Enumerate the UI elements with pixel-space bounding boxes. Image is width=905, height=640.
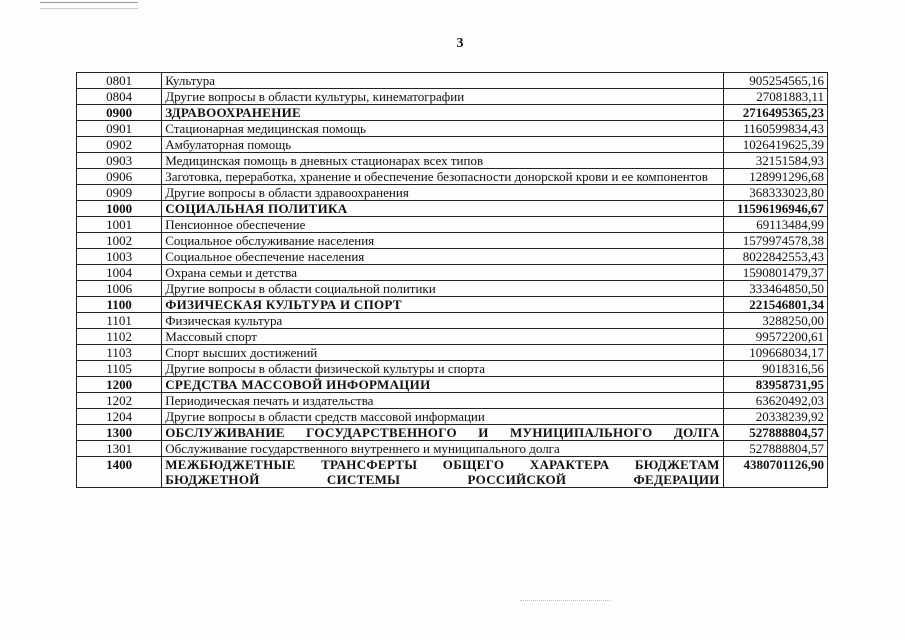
row-code: 1105 — [77, 361, 162, 377]
row-amount: 2716495365,23 — [723, 105, 827, 121]
table-row — [77, 233, 828, 249]
table-row — [77, 217, 828, 233]
row-code: 0902 — [77, 137, 162, 153]
row-code: 1006 — [77, 281, 162, 297]
row-amount: 8022842553,43 — [723, 249, 827, 265]
section-row — [77, 457, 828, 488]
scan-artifact-line — [40, 2, 138, 3]
table-row — [77, 249, 828, 265]
row-amount: 32151584,93 — [723, 153, 827, 169]
table-row — [77, 393, 828, 409]
row-amount: 221546801,34 — [723, 297, 827, 313]
table-row — [77, 137, 828, 153]
row-amount: 99572200,61 — [723, 329, 827, 345]
row-amount: 333464850,50 — [723, 281, 827, 297]
row-name: Другие вопросы в области культуры, кинематографии — [162, 89, 723, 105]
row-code: 0903 — [77, 153, 162, 169]
row-name: Медицинская помощь в дневных стационарах всех типов — [162, 153, 723, 169]
table-row — [77, 265, 828, 281]
section-row — [77, 377, 828, 393]
table-row — [77, 121, 828, 137]
row-code: 0801 — [77, 73, 162, 89]
row-code: 0906 — [77, 169, 162, 185]
table-row — [77, 329, 828, 345]
row-code: 0909 — [77, 185, 162, 201]
row-name: Социальное обслуживание населения — [162, 233, 723, 249]
row-amount: 1579974578,38 — [723, 233, 827, 249]
row-amount: 527888804,57 — [723, 425, 827, 441]
row-code: 1001 — [77, 217, 162, 233]
budget-table-body — [77, 73, 828, 488]
row-name: Другие вопросы в области здравоохранения — [162, 185, 723, 201]
row-amount: 69113484,99 — [723, 217, 827, 233]
row-name: Другие вопросы в области социальной политики — [162, 281, 723, 297]
row-code: 1100 — [77, 297, 162, 313]
row-amount: 1160599834,43 — [723, 121, 827, 137]
table-row — [77, 169, 828, 185]
row-amount: 3288250,00 — [723, 313, 827, 329]
row-amount: 9018316,56 — [723, 361, 827, 377]
row-name: ЗДРАВООХРАНЕНИЕ — [162, 105, 723, 121]
scan-artifact-dots — [520, 600, 610, 602]
row-amount: 128991296,68 — [723, 169, 827, 185]
row-amount: 527888804,57 — [723, 441, 827, 457]
row-name: Другие вопросы в области средств массовой информации — [162, 409, 723, 425]
table-row — [77, 361, 828, 377]
table-row — [77, 153, 828, 169]
table-row — [77, 185, 828, 201]
row-amount: 63620492,03 — [723, 393, 827, 409]
row-name: МЕЖБЮДЖЕТНЫЕ ТРАНСФЕРТЫ ОБЩЕГО ХАРАКТЕРА БЮДЖЕТАМ БЮДЖЕТНОЙ СИСТЕМЫ РОССИЙСКОЙ ФЕДЕРАЦИИ — [162, 457, 723, 488]
row-amount: 109668034,17 — [723, 345, 827, 361]
row-amount: 83958731,95 — [723, 377, 827, 393]
row-name: Спорт высших достижений — [162, 345, 723, 361]
table-row — [77, 313, 828, 329]
row-name: Стационарная медицинская помощь — [162, 121, 723, 137]
row-name: Социальное обеспечение населения — [162, 249, 723, 265]
row-amount: 11596196946,67 — [723, 201, 827, 217]
row-name: Другие вопросы в области физической культуры и спорта — [162, 361, 723, 377]
budget-table — [76, 72, 828, 488]
row-code: 1400 — [77, 457, 162, 488]
row-code: 1200 — [77, 377, 162, 393]
row-code: 1002 — [77, 233, 162, 249]
row-name: Пенсионное обеспечение — [162, 217, 723, 233]
table-row — [77, 281, 828, 297]
row-code: 0804 — [77, 89, 162, 105]
row-amount: 905254565,16 — [723, 73, 827, 89]
row-code: 1102 — [77, 329, 162, 345]
section-row — [77, 201, 828, 217]
row-code: 1103 — [77, 345, 162, 361]
table-row — [77, 345, 828, 361]
row-amount: 4380701126,90 — [723, 457, 827, 488]
row-name: Периодическая печать и издательства — [162, 393, 723, 409]
row-code: 1004 — [77, 265, 162, 281]
row-code: 1000 — [77, 201, 162, 217]
row-name: Охрана семьи и детства — [162, 265, 723, 281]
row-name: Массовый спорт — [162, 329, 723, 345]
row-name: Амбулаторная помощь — [162, 137, 723, 153]
table-row — [77, 409, 828, 425]
row-code: 1101 — [77, 313, 162, 329]
row-amount: 1590801479,37 — [723, 265, 827, 281]
row-name: Культура — [162, 73, 723, 89]
row-name: ОБСЛУЖИВАНИЕ ГОСУДАРСТВЕННОГО И МУНИЦИПАЛЬНОГО ДОЛГА — [162, 425, 723, 441]
table-row — [77, 89, 828, 105]
row-amount: 1026419625,39 — [723, 137, 827, 153]
row-code: 1204 — [77, 409, 162, 425]
row-code: 0901 — [77, 121, 162, 137]
scan-artifact-line — [40, 8, 138, 9]
table-row — [77, 73, 828, 89]
row-name: Заготовка, переработка, хранение и обеспечение безопасности донорской крови и ее компонентов — [162, 169, 723, 185]
page-number: 3 — [456, 36, 464, 51]
row-amount: 27081883,11 — [723, 89, 827, 105]
row-code: 1300 — [77, 425, 162, 441]
row-code: 1301 — [77, 441, 162, 457]
row-name: Физическая культура — [162, 313, 723, 329]
row-amount: 368333023,80 — [723, 185, 827, 201]
row-amount: 20338239,92 — [723, 409, 827, 425]
row-code: 1003 — [77, 249, 162, 265]
row-code: 0900 — [77, 105, 162, 121]
section-row — [77, 105, 828, 121]
section-row — [77, 297, 828, 313]
row-code: 1202 — [77, 393, 162, 409]
row-name: СРЕДСТВА МАССОВОЙ ИНФОРМАЦИИ — [162, 377, 723, 393]
row-name: СОЦИАЛЬНАЯ ПОЛИТИКА — [162, 201, 723, 217]
row-name: ФИЗИЧЕСКАЯ КУЛЬТУРА И СПОРТ — [162, 297, 723, 313]
table-row — [77, 441, 828, 457]
section-row — [77, 425, 828, 441]
row-name: Обслуживание государственного внутреннего и муниципального долга — [162, 441, 723, 457]
